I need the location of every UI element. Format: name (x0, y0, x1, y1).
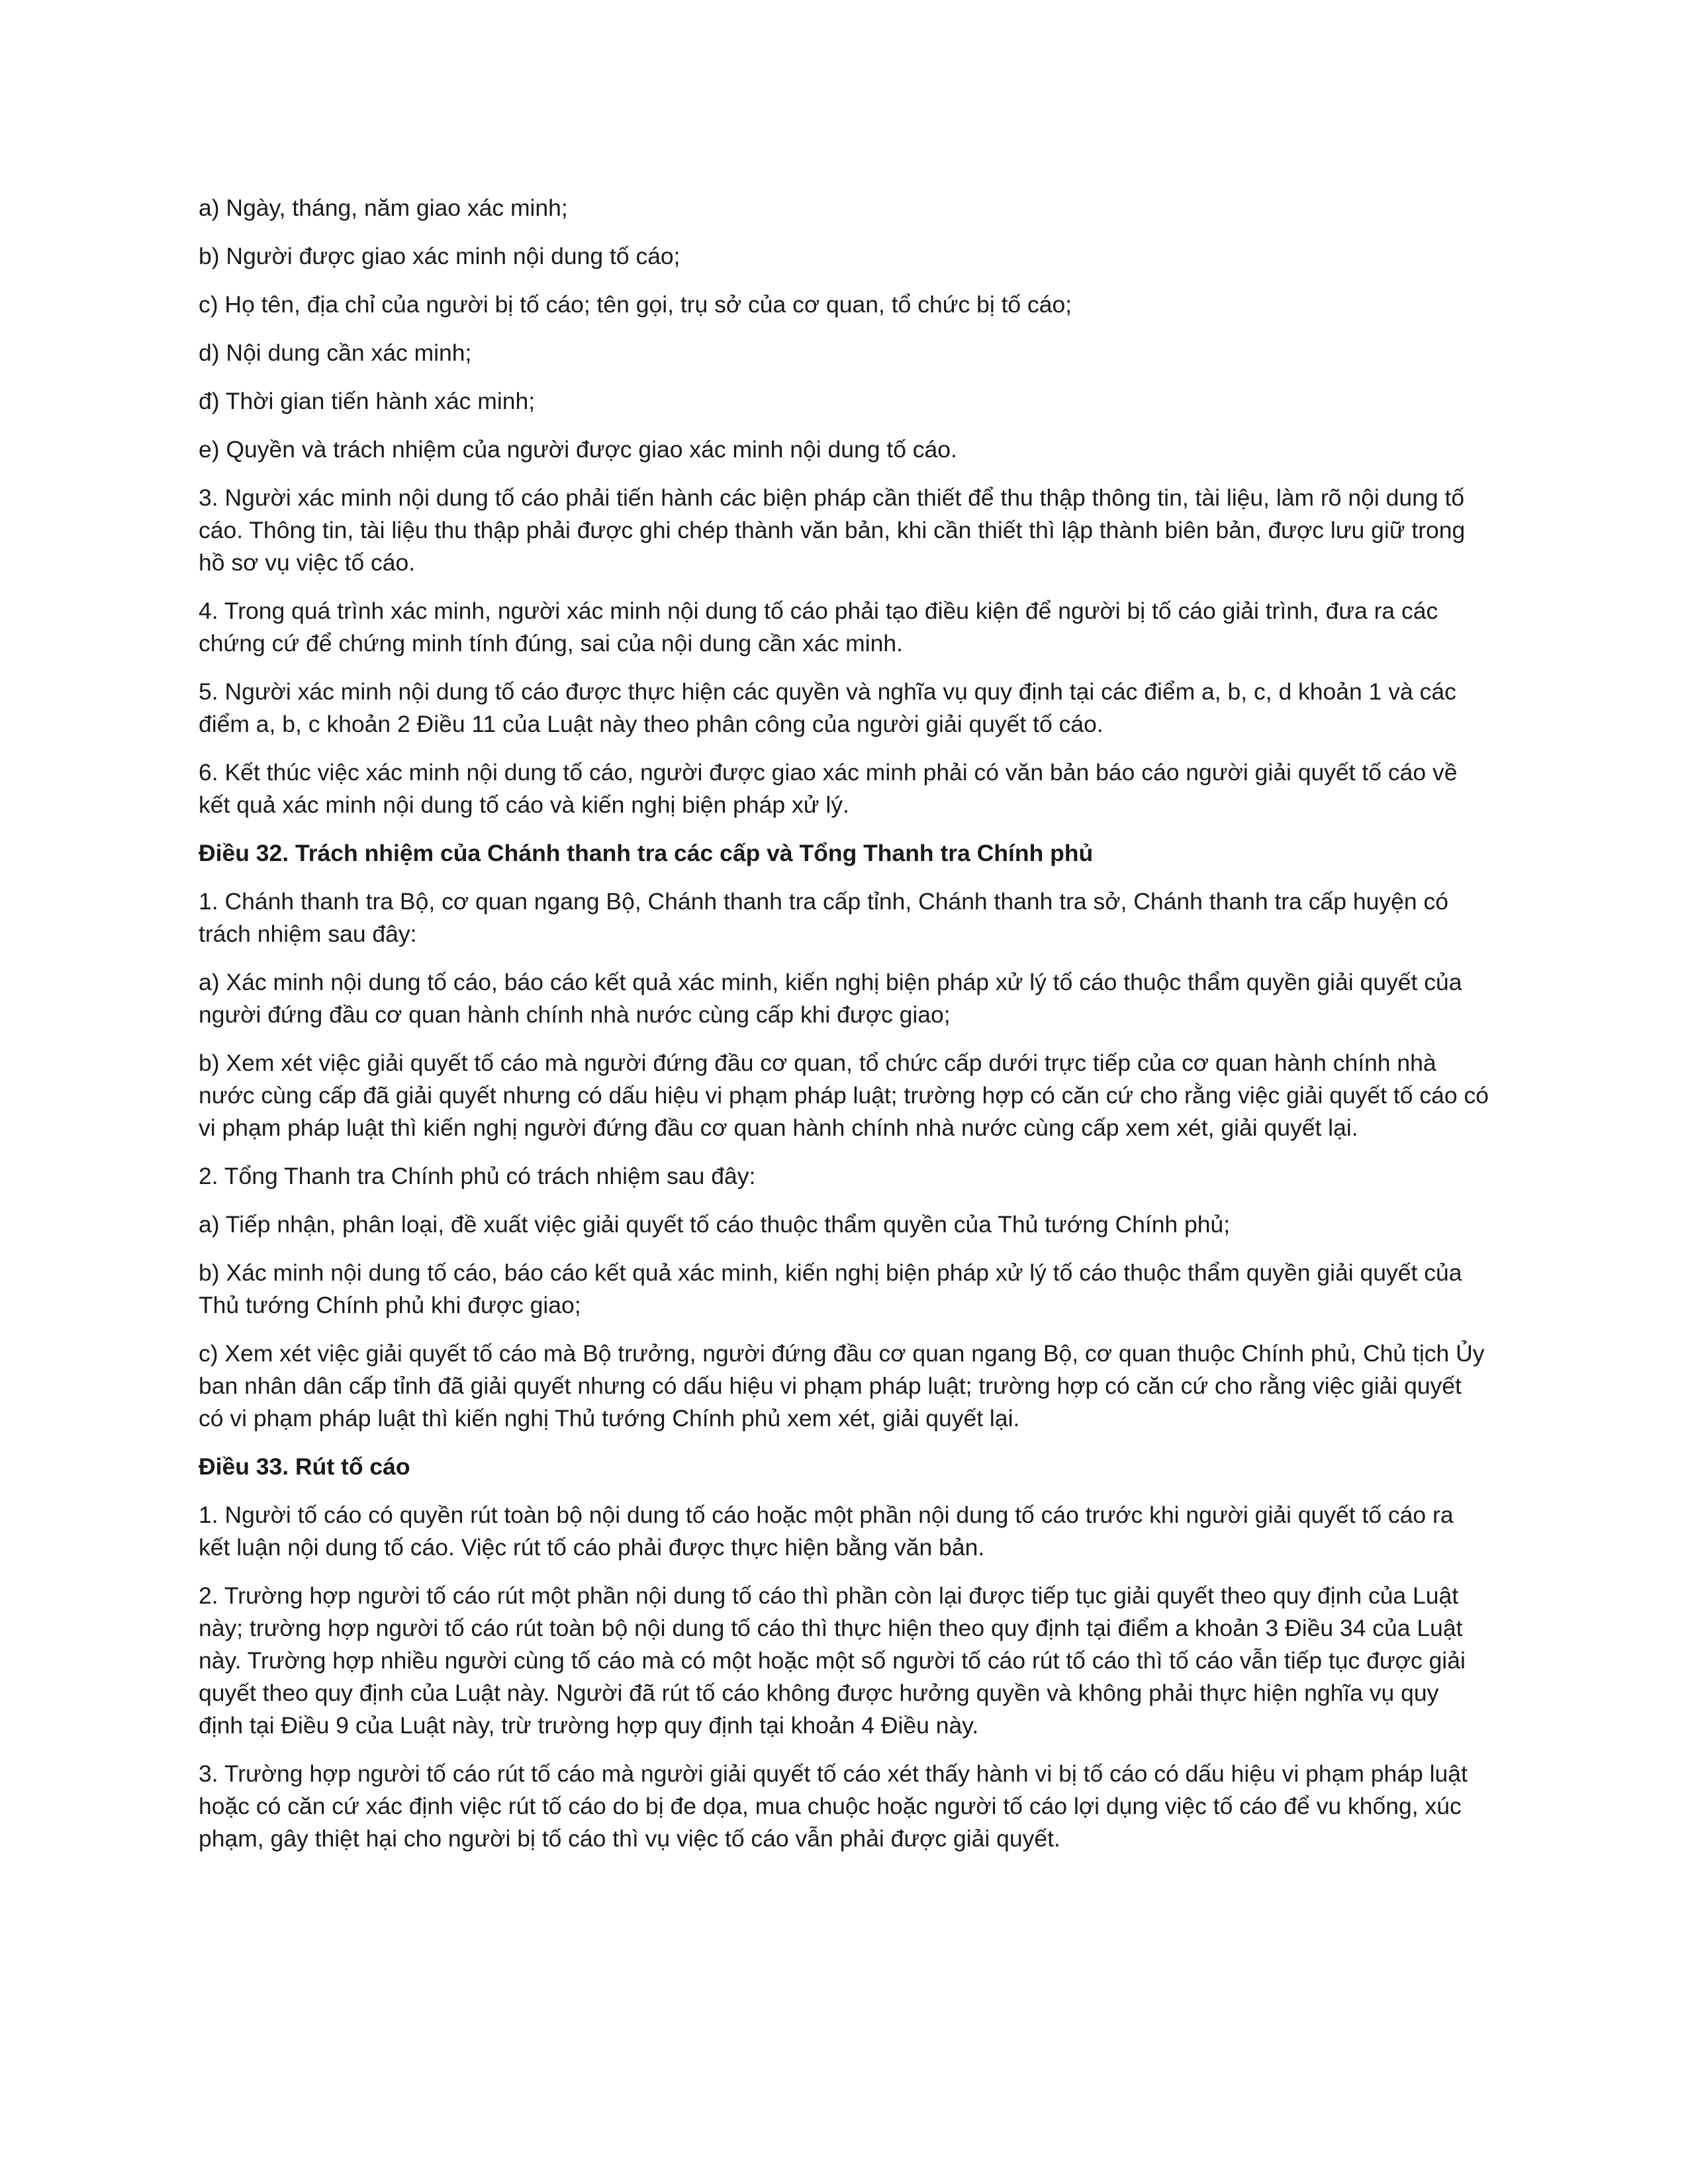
paragraph-item-d: d) Nội dung cần xác minh; (199, 340, 472, 366)
paragraph-item-dd: đ) Thời gian tiến hành xác minh; (199, 388, 536, 414)
paragraph-art32-2c: c) Xem xét việc giải quyết tố cáo mà Bộ trưởng, người đứng đầu cơ quan ngang Bộ, cơ quan thuộc Chính phủ, Chủ tịch Ủy ban nhân dân cấp tỉnh đã giải quyết nhưng có dấu hiệu vi phạm pháp luật; trường hợp có căn cứ cho rằng việc giải quyết có vi phạm pháp luật thì kiến nghị Thủ tướng Chính phủ xem xét, giải quyết lại. (199, 1340, 1485, 1432)
paragraph-clause-6: 6. Kết thúc việc xác minh nội dung tố cáo, người được giao xác minh phải có văn bản báo cáo người giải quyết tố cáo về kết quả xác minh nội dung tố cáo và kiến nghị biện pháp xử lý. (199, 759, 1458, 818)
paragraph-clause-4: 4. Trong quá trình xác minh, người xác minh nội dung tố cáo phải tạo điều kiện để người bị tố cáo giải trình, đưa ra các chứng cứ để chứng minh tính đúng, sai của nội dung cần xác minh. (199, 598, 1438, 657)
paragraph-art32-2b: b) Xác minh nội dung tố cáo, báo cáo kết quả xác minh, kiến nghị biện pháp xử lý tố cáo thuộc thẩm quyền giải quyết của Thủ tướng Chính phủ khi được giao; (199, 1259, 1462, 1318)
paragraph-clause-5: 5. Người xác minh nội dung tố cáo được thực hiện các quyền và nghĩa vụ quy định tại các điểm a, b, c, d khoản 1 và các điểm a, b, c khoản 2 Điều 11 của Luật này theo phân công của người giải quyết tố cáo. (199, 678, 1456, 737)
paragraph-art32-1b: b) Xem xét việc giải quyết tố cáo mà người đứng đầu cơ quan, tổ chức cấp dưới trực tiếp của cơ quan hành chính nhà nước cùng cấp đã giải quyết nhưng có dấu hiệu vi phạm pháp luật; trường hợp có căn cứ cho rằng việc giải quyết tố cáo có vi phạm pháp luật thì kiến nghị người đứng đầu cơ quan hành chính nhà nước cùng cấp xem xét, giải quyết lại. (199, 1050, 1489, 1141)
paragraph-art33-clause-2: 2. Trường hợp người tố cáo rút một phần nội dung tố cáo thì phần còn lại được tiếp tục giải quyết theo quy định của Luật này; trường hợp người tố cáo rút toàn bộ nội dung tố cáo thì thực hiện theo quy định tại điểm a khoản 3 Điều 34 của Luật này. Trường hợp nhiều người cùng tố cáo mà có một hoặc một số người tố cáo rút tố cáo thì tố cáo vẫn tiếp tục được giải quyết theo quy định của Luật này. Người đã rút tố cáo không được hưởng quyền và không phải thực hiện nghĩa vụ quy định tại Điều 9 của Luật này, trừ trường hợp quy định tại khoản 4 Điều này. (199, 1582, 1466, 1739)
paragraph-art32-clause-2: 2. Tổng Thanh tra Chính phủ có trách nhiệm sau đây: (199, 1163, 756, 1189)
paragraph-art33-clause-1: 1. Người tố cáo có quyền rút toàn bộ nội dung tố cáo hoặc một phần nội dung tố cáo trước khi người giải quyết tố cáo ra kết luận nội dung tố cáo. Việc rút tố cáo phải được thực hiện bằng văn bản. (199, 1502, 1454, 1561)
paragraph-art33-clause-3: 3. Trường hợp người tố cáo rút tố cáo mà người giải quyết tố cáo xét thấy hành vi bị tố cáo có dấu hiệu vi phạm pháp luật hoặc có căn cứ xác định việc rút tố cáo do bị đe dọa, mua chuộc hoặc người tố cáo lợi dụng việc tố cáo để vu khống, xúc phạm, gây thiệt hại cho người bị tố cáo thì vụ việc tố cáo vẫn phải được giải quyết. (199, 1760, 1468, 1852)
article-33-heading: Điều 33. Rút tố cáo (199, 1453, 410, 1480)
paragraph-art32-2a: a) Tiếp nhận, phân loại, đề xuất việc giải quyết tố cáo thuộc thẩm quyền của Thủ tướng Chính phủ; (199, 1211, 1231, 1238)
paragraph-item-c: c) Họ tên, địa chỉ của người bị tố cáo; tên gọi, trụ sở của cơ quan, tổ chức bị tố cáo; (199, 291, 1072, 318)
paragraph-clause-3: 3. Người xác minh nội dung tố cáo phải tiến hành các biện pháp cần thiết để thu thập thông tin, tài liệu, làm rõ nội dung tố cáo. Thông tin, tài liệu thu thập phải được ghi chép thành văn bản, khi cần thiết thì lập thành biên bản, được lưu giữ trong hồ sơ vụ việc tố cáo. (199, 484, 1466, 576)
paragraph-art32-1a: a) Xác minh nội dung tố cáo, báo cáo kết quả xác minh, kiến nghị biện pháp xử lý tố cáo thuộc thẩm quyền giải quyết của người đứng đầu cơ quan hành chính nhà nước cùng cấp khi được giao; (199, 969, 1462, 1028)
article-32-heading: Điều 32. Trách nhiệm của Chánh thanh tra các cấp và Tổng Thanh tra Chính phủ (199, 840, 1094, 866)
paragraph-item-e: e) Quyền và trách nhiệm của người được giao xác minh nội dung tố cáo. (199, 436, 957, 463)
paragraph-item-a: a) Ngày, tháng, năm giao xác minh; (199, 195, 568, 221)
paragraph-item-b: b) Người được giao xác minh nội dung tố cáo; (199, 243, 680, 269)
document-page (199, 192, 1489, 1871)
paragraph-art32-clause-1: 1. Chánh thanh tra Bộ, cơ quan ngang Bộ, Chánh thanh tra cấp tỉnh, Chánh thanh tra sở, Chánh thanh tra cấp huyện có trách nhiệm sau đây: (199, 888, 1448, 947)
